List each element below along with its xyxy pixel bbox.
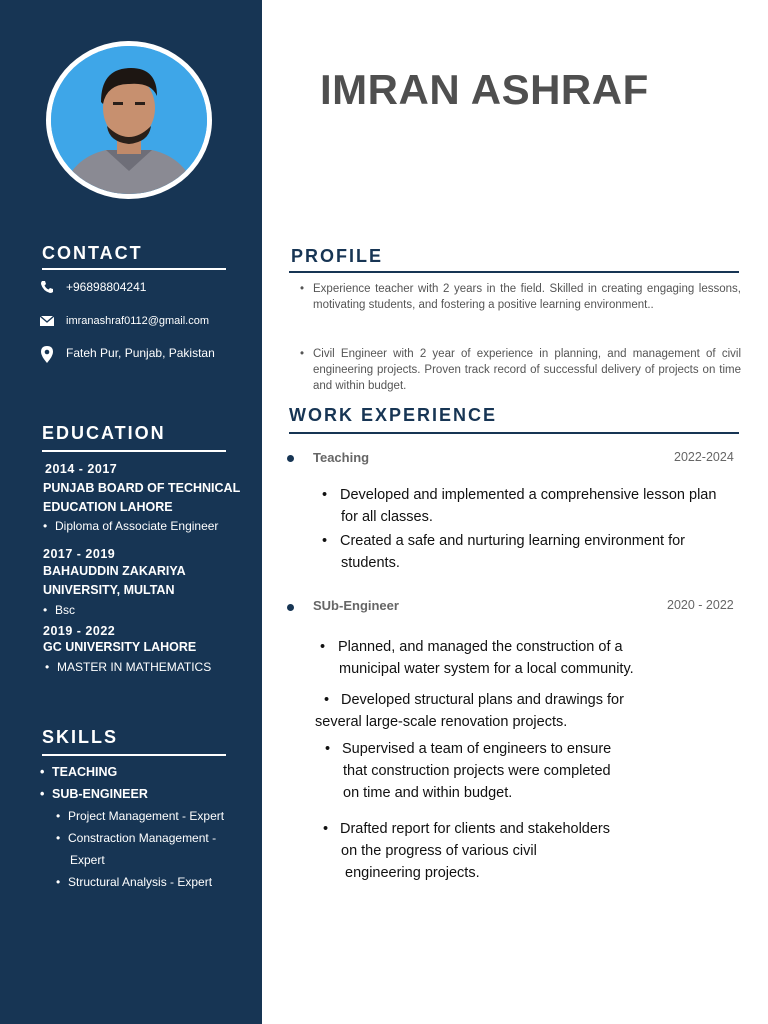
education-degree: • Bsc — [43, 603, 186, 617]
job-role: SUb-Engineer — [313, 598, 399, 613]
education-institution: PUNJAB BOARD OF TECHNICAL — [43, 481, 241, 495]
timeline-dot — [287, 604, 294, 611]
job-dates: 2020 - 2022 — [667, 598, 734, 612]
location-pin-icon — [40, 346, 56, 362]
job-bullet: • Planned, and managed the construction of a municipal water system for a local community. — [320, 639, 634, 677]
education-institution: GC UNIVERSITY LAHORE — [43, 640, 197, 654]
skill-sub-item: • Structural Analysis - Expert — [56, 871, 224, 893]
education-institution: BAHAUDDIN ZAKARIYA — [43, 564, 186, 578]
education-years: 2017 - 2019 — [43, 547, 116, 561]
job-bullet: • Supervised a team of engineers to ensure that construction projects were completed on time and within budget. — [325, 741, 612, 801]
page-title: IMRAN ASHRAF — [320, 66, 649, 113]
sidebar — [0, 0, 262, 1024]
profile-item: • Civil Engineer with 2 year of experience in planning, and management of civil engineering projects. Proven track record of successful delivery of projects on time and within budget. — [313, 346, 741, 394]
skill-item: • SUB-ENGINEER — [40, 787, 224, 801]
profile-item: • Experience teacher with 2 years in the field. Skilled in creating engaging lessons, motivating students, and fostering a positive learning environment.. — [313, 281, 741, 313]
phone-icon — [40, 280, 56, 296]
divider — [42, 268, 226, 270]
avatar — [51, 46, 207, 194]
divider — [42, 754, 226, 756]
education-entry — [43, 462, 240, 533]
profile-title: PROFILE — [291, 246, 384, 266]
skill-sub-item: • Constraction Management - — [56, 827, 224, 849]
job-bullet: • Developed and implemented a comprehensive lesson plan for all classes. — [322, 487, 717, 525]
divider — [289, 271, 739, 273]
job-bullet: • Drafted report for clients and stakeholders on the progress of various civil engineering projects. — [323, 821, 610, 881]
education-degree: • MASTER IN MATHEMATICS — [45, 660, 211, 674]
education-entry — [43, 547, 186, 617]
divider — [42, 450, 226, 452]
skill-sub-list — [56, 805, 224, 893]
divider — [289, 432, 739, 434]
skills-list — [40, 765, 224, 893]
job-bullet: • Developed structural plans and drawings for several large-scale renovation projects. — [315, 692, 624, 730]
job-dates: 2022-2024 — [674, 450, 734, 464]
contact-title: CONTACT — [42, 243, 143, 263]
skill-sub-item-cont: Expert — [70, 853, 105, 867]
education-degree: • Diploma of Associate Engineer — [43, 519, 240, 533]
work-title: WORK EXPERIENCE — [289, 405, 498, 425]
education-years: 2014 - 2017 — [45, 462, 118, 476]
phone-text: +96898804241 — [66, 280, 147, 294]
timeline-dot — [287, 455, 294, 462]
skill-item: • TEACHING — [40, 765, 224, 779]
education-title: EDUCATION — [42, 423, 166, 443]
education-institution: UNIVERSITY, MULTAN — [43, 583, 175, 597]
email-text[interactable]: imranashraf0112@gmail.com — [66, 315, 210, 327]
skills-title: SKILLS — [42, 727, 119, 747]
job-bullet: • Created a safe and nurturing learning environment for students. — [322, 533, 685, 571]
address-text: Fateh Pur, Punjab, Pakistan — [66, 346, 215, 360]
education-years: 2019 - 2022 — [43, 624, 116, 638]
skill-sub-item: • Project Management - Expert — [56, 805, 224, 827]
education-entry — [43, 624, 211, 674]
email-icon — [40, 315, 56, 331]
education-institution: EDUCATION LAHORE — [43, 500, 173, 514]
job-role: Teaching — [313, 450, 370, 465]
